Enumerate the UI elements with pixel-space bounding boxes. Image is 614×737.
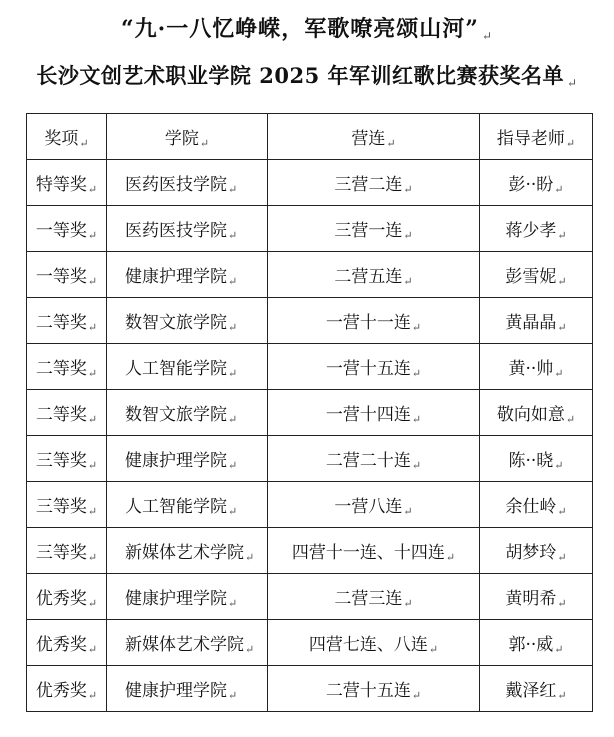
college-cell-text: 健康护理学院 xyxy=(125,680,227,701)
table-row xyxy=(27,344,593,390)
award-cell-text: 三等奖 xyxy=(35,450,87,471)
teacher-cell xyxy=(480,206,593,252)
unit-cell xyxy=(268,390,480,436)
teacher-cell xyxy=(480,528,593,574)
cell-mark-icon: ↵ xyxy=(403,596,413,610)
college-cell-text: 新媒体艺术学院 xyxy=(125,542,244,563)
unit-cell xyxy=(268,160,480,206)
award-cell-text: 优秀奖 xyxy=(35,634,87,655)
cell-mark-icon: ↵ xyxy=(87,504,98,518)
cell-mark-icon: ↵ xyxy=(87,320,98,334)
cell-mark-icon: ↵ xyxy=(557,228,567,242)
teacher-cell-text: 戴泽红 xyxy=(505,680,557,701)
document-subtitle-text: 长沙文创艺术职业学院 2025 年军训红歌比赛获奖名单 xyxy=(36,63,564,88)
college-cell-text: 数智文旅学院 xyxy=(125,312,227,333)
college-cell xyxy=(107,252,268,298)
award-cell xyxy=(27,390,107,436)
award-cell-text: 三等奖 xyxy=(35,496,87,517)
teacher-cell xyxy=(480,298,593,344)
unit-cell-text: 四营十一连、十四连 xyxy=(291,542,445,563)
college-cell xyxy=(107,574,268,620)
table-body xyxy=(27,160,593,712)
cell-mark-icon: ↵ xyxy=(228,504,238,518)
unit-cell-text: 一营八连 xyxy=(334,496,403,517)
unit-cell xyxy=(268,298,480,344)
unit-cell-text: 一营十四连 xyxy=(325,404,411,425)
college-cell-text: 新媒体艺术学院 xyxy=(125,634,244,655)
cell-mark-icon: ↵ xyxy=(411,458,422,472)
cell-mark-icon: ↵ xyxy=(87,642,98,656)
award-cell xyxy=(27,436,107,482)
table-row xyxy=(27,298,593,344)
college-cell-text: 健康护理学院 xyxy=(125,266,227,287)
unit-cell-text: 四营七连、八连 xyxy=(308,634,428,655)
cell-mark-icon: ↵ xyxy=(87,182,98,196)
award-cell-text: 二等奖 xyxy=(35,312,87,333)
cell-mark-icon: ↵ xyxy=(87,596,98,610)
teacher-cell xyxy=(480,252,593,298)
cell-mark-icon: ↵ xyxy=(565,136,576,150)
table-row xyxy=(27,436,593,482)
cell-mark-icon: ↵ xyxy=(79,136,89,150)
college-cell xyxy=(107,344,268,390)
teacher-cell-text: 彭雪妮 xyxy=(505,266,557,287)
award-cell xyxy=(27,528,107,574)
cell-mark-icon: ↵ xyxy=(87,550,98,564)
college-cell xyxy=(107,436,268,482)
cell-mark-icon: ↵ xyxy=(245,642,255,656)
unit-cell-text: 一营十一连 xyxy=(325,312,411,333)
unit-cell xyxy=(268,482,480,528)
award-cell-text: 优秀奖 xyxy=(35,588,87,609)
college-cell xyxy=(107,620,268,666)
award-cell-text: 三等奖 xyxy=(35,542,87,563)
cell-mark-icon: ↵ xyxy=(557,274,567,288)
cell-mark-icon: ↵ xyxy=(87,688,98,702)
table-row xyxy=(27,620,593,666)
unit-cell-text: 二营二十连 xyxy=(325,450,411,471)
table-row xyxy=(27,482,593,528)
teacher-cell-text: 郭··威 xyxy=(508,634,554,655)
college-cell-text: 医药医技学院 xyxy=(125,174,227,195)
column-header-unit: 营连↵ xyxy=(268,114,480,160)
cell-mark-icon: ↵ xyxy=(554,366,564,380)
table-row xyxy=(27,206,593,252)
unit-cell-text: 二营三连 xyxy=(334,588,403,609)
cell-mark-icon: ↵ xyxy=(554,642,564,656)
cell-mark-icon: ↵ xyxy=(228,228,238,242)
unit-cell xyxy=(268,252,480,298)
unit-cell xyxy=(268,436,480,482)
cell-mark-icon: ↵ xyxy=(228,320,238,334)
unit-cell-text: 一营十五连 xyxy=(325,358,411,379)
document-title-text: “九·一八忆峥嵘，军歌嘹亮颂山河” xyxy=(120,16,479,42)
cell-mark-icon: ↵ xyxy=(557,504,567,518)
cell-mark-icon: ↵ xyxy=(557,688,567,702)
teacher-cell-text: 黄明希 xyxy=(505,588,557,609)
cell-mark-icon: ↵ xyxy=(228,366,238,380)
teacher-cell xyxy=(480,160,593,206)
teacher-cell xyxy=(480,574,593,620)
unit-cell xyxy=(268,344,480,390)
teacher-cell-text: 胡梦玲 xyxy=(505,542,557,563)
table-row xyxy=(27,666,593,712)
college-cell-text: 数智文旅学院 xyxy=(125,404,227,425)
unit-cell xyxy=(268,528,480,574)
column-header-teacher: 指导老师↵ xyxy=(480,114,593,160)
college-cell-text: 健康护理学院 xyxy=(125,450,227,471)
column-header-award: 奖项↵ xyxy=(27,114,107,160)
cell-mark-icon: ↵ xyxy=(228,274,238,288)
cell-mark-icon: ↵ xyxy=(428,642,439,656)
cell-mark-icon: ↵ xyxy=(87,458,98,472)
cell-mark-icon: ↵ xyxy=(557,596,567,610)
cell-mark-icon: ↵ xyxy=(411,320,422,334)
college-cell xyxy=(107,298,268,344)
cell-mark-icon: ↵ xyxy=(228,412,238,426)
unit-cell-text: 二营十五连 xyxy=(325,680,411,701)
award-cell xyxy=(27,252,107,298)
table-row xyxy=(27,252,593,298)
college-cell xyxy=(107,206,268,252)
cell-mark-icon: ↵ xyxy=(228,688,238,702)
paragraph-mark-icon: ↵ xyxy=(567,76,578,90)
awards-table xyxy=(26,113,593,712)
unit-cell-text: 三营一连 xyxy=(334,220,403,241)
paragraph-mark-icon: ↵ xyxy=(481,29,494,43)
table-header-row xyxy=(27,114,593,160)
table-row xyxy=(27,528,593,574)
award-cell-text: 一等奖 xyxy=(35,220,87,241)
cell-mark-icon: ↵ xyxy=(411,412,422,426)
award-cell xyxy=(27,666,107,712)
table-row xyxy=(27,160,593,206)
college-cell xyxy=(107,528,268,574)
cell-mark-icon: ↵ xyxy=(87,412,98,426)
teacher-cell xyxy=(480,482,593,528)
cell-mark-icon: ↵ xyxy=(403,504,413,518)
cell-mark-icon: ↵ xyxy=(411,688,422,702)
college-cell-text: 健康护理学院 xyxy=(125,588,227,609)
award-cell xyxy=(27,574,107,620)
college-cell-text: 医药医技学院 xyxy=(125,220,227,241)
cell-mark-icon: ↵ xyxy=(87,274,98,288)
cell-mark-icon: ↵ xyxy=(386,136,396,150)
college-cell-text: 人工智能学院 xyxy=(125,496,227,517)
award-cell-text: 优秀奖 xyxy=(35,680,87,701)
teacher-cell xyxy=(480,620,593,666)
award-cell xyxy=(27,298,107,344)
college-cell xyxy=(107,160,268,206)
table-row xyxy=(27,390,593,436)
table-row xyxy=(27,574,593,620)
teacher-cell xyxy=(480,390,593,436)
unit-cell xyxy=(268,620,480,666)
award-cell xyxy=(27,620,107,666)
cell-mark-icon: ↵ xyxy=(554,458,564,472)
cell-mark-icon: ↵ xyxy=(228,458,238,472)
cell-mark-icon: ↵ xyxy=(228,596,238,610)
teacher-cell-text: 黄晶晶 xyxy=(505,312,557,333)
column-header-college: 学院↵ xyxy=(107,114,268,160)
teacher-cell xyxy=(480,666,593,712)
teacher-cell-text: 蒋少孝 xyxy=(505,220,557,241)
teacher-cell-text: 彭··盼 xyxy=(508,174,554,195)
award-cell-text: 特等奖 xyxy=(35,174,87,195)
college-cell xyxy=(107,482,268,528)
unit-cell xyxy=(268,206,480,252)
cell-mark-icon: ↵ xyxy=(87,228,98,242)
cell-mark-icon: ↵ xyxy=(199,136,210,150)
document-subtitle xyxy=(0,60,614,90)
unit-cell-text: 三营二连 xyxy=(334,174,403,195)
teacher-cell-text: 陈··晓 xyxy=(508,450,554,471)
document-title xyxy=(0,12,614,43)
unit-cell xyxy=(268,666,480,712)
cell-mark-icon: ↵ xyxy=(403,228,413,242)
award-cell-text: 二等奖 xyxy=(35,404,87,425)
award-cell-text: 二等奖 xyxy=(35,358,87,379)
award-cell xyxy=(27,344,107,390)
college-cell xyxy=(107,390,268,436)
teacher-cell-text: 余仕岭 xyxy=(505,496,557,517)
cell-mark-icon: ↵ xyxy=(445,550,456,564)
college-cell xyxy=(107,666,268,712)
cell-mark-icon: ↵ xyxy=(557,550,567,564)
cell-mark-icon: ↵ xyxy=(87,366,98,380)
cell-mark-icon: ↵ xyxy=(557,320,567,334)
unit-cell xyxy=(268,574,480,620)
college-cell-text: 人工智能学院 xyxy=(125,358,227,379)
award-cell xyxy=(27,482,107,528)
cell-mark-icon: ↵ xyxy=(245,550,255,564)
teacher-cell-text: 敬向如意 xyxy=(496,404,565,425)
award-cell xyxy=(27,160,107,206)
teacher-cell xyxy=(480,436,593,482)
cell-mark-icon: ↵ xyxy=(411,366,422,380)
cell-mark-icon: ↵ xyxy=(228,182,238,196)
cell-mark-icon: ↵ xyxy=(403,182,413,196)
award-cell-text: 一等奖 xyxy=(35,266,87,287)
cell-mark-icon: ↵ xyxy=(565,412,576,426)
teacher-cell-text: 黄··帅 xyxy=(508,358,554,379)
unit-cell-text: 二营五连 xyxy=(334,266,403,287)
cell-mark-icon: ↵ xyxy=(403,274,413,288)
teacher-cell xyxy=(480,344,593,390)
cell-mark-icon: ↵ xyxy=(554,182,564,196)
award-cell xyxy=(27,206,107,252)
